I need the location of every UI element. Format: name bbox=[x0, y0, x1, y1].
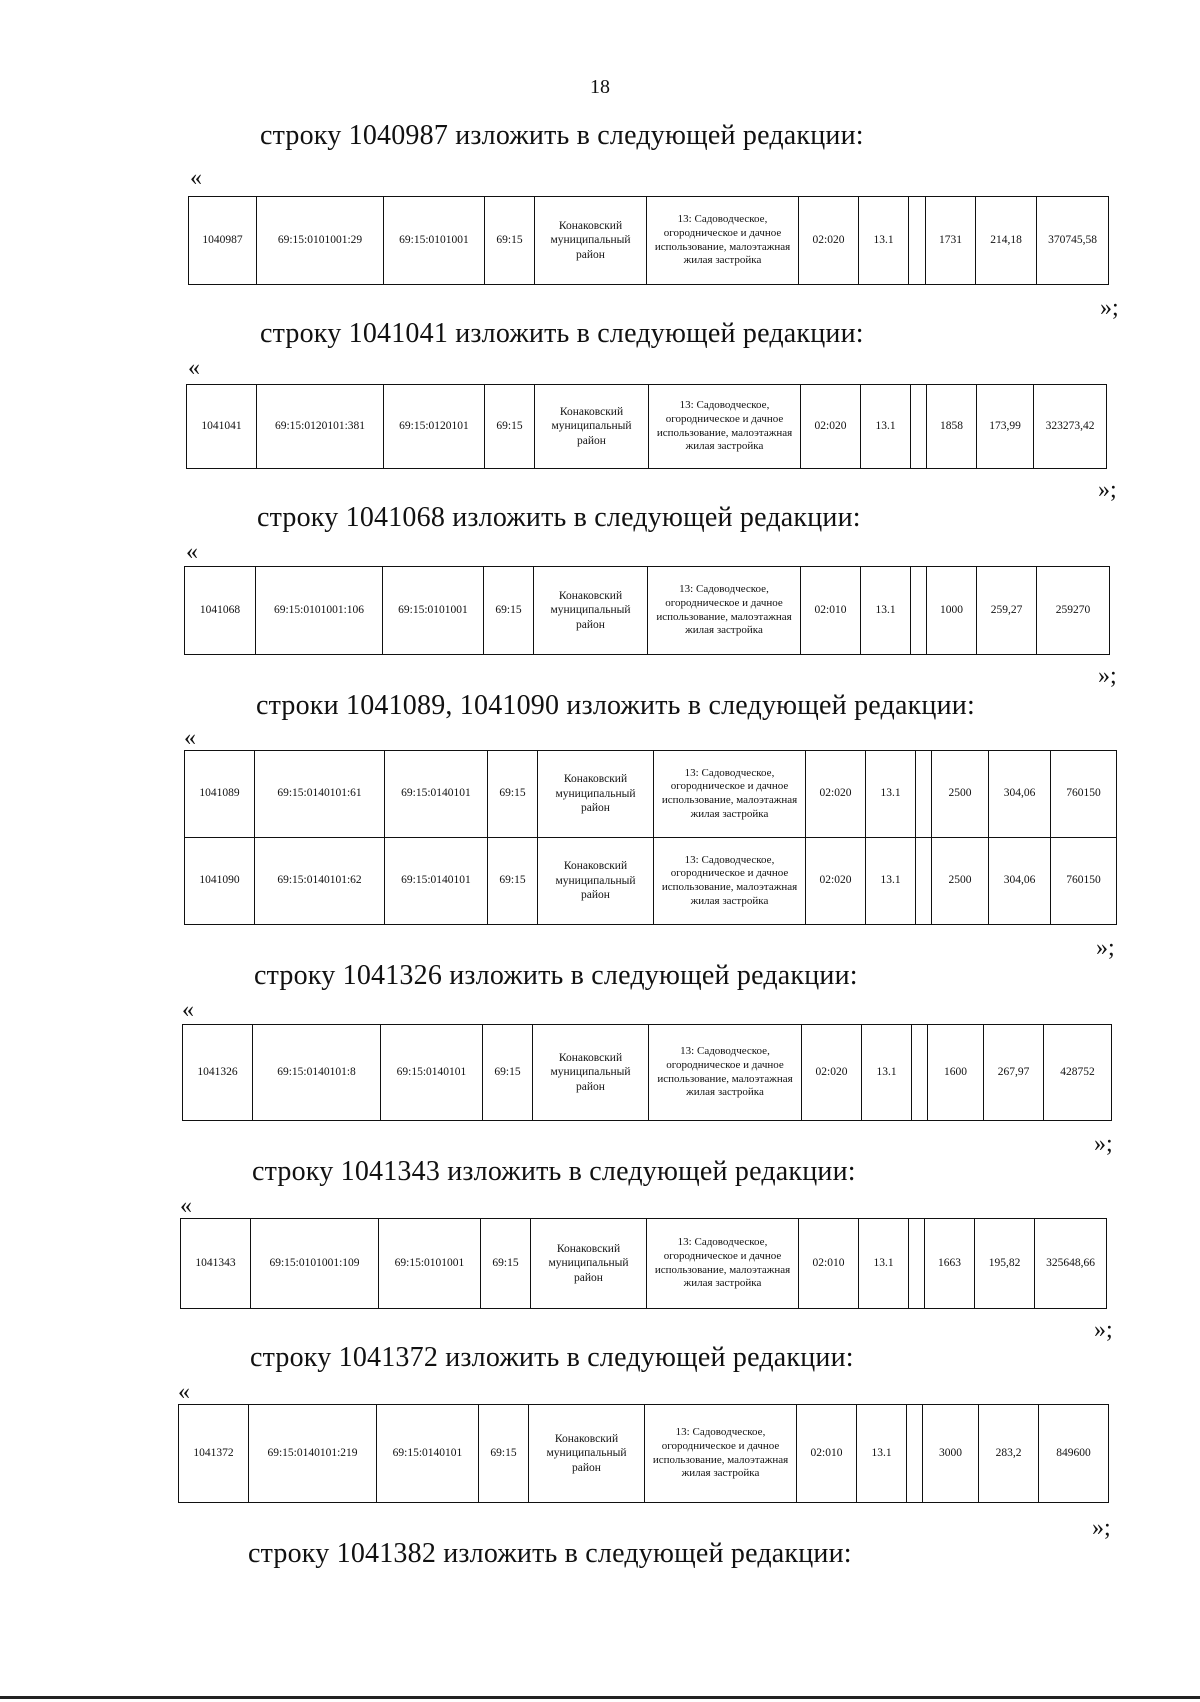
municipality: Конаковский муниципальный район bbox=[531, 1219, 647, 1309]
cadastral-number: 69:15:0101001:106 bbox=[256, 567, 383, 655]
cadastral-value: 323273,42 bbox=[1034, 385, 1107, 469]
specific-value: 267,97 bbox=[984, 1025, 1044, 1121]
cadastral-district: 69:15 bbox=[484, 567, 534, 655]
area: 1663 bbox=[925, 1219, 975, 1309]
group: 13.1 bbox=[857, 1405, 907, 1503]
cadastral-district: 69:15 bbox=[488, 838, 538, 925]
code: 02:020 bbox=[799, 197, 859, 285]
section-heading: строку 1040987 изложить в следующей редакции: bbox=[260, 120, 864, 151]
record-number: 1041372 bbox=[179, 1405, 249, 1503]
section-heading: строки 1041089, 1041090 изложить в следующей редакции: bbox=[256, 690, 975, 721]
table-row bbox=[181, 1219, 1107, 1309]
group: 13.1 bbox=[861, 567, 911, 655]
area: 1731 bbox=[926, 197, 976, 285]
land-use-purpose: 13: Садоводческое, огородническое и дачное использование, малоэтажная жилая застройка bbox=[647, 1219, 799, 1309]
empty-cell bbox=[912, 1025, 928, 1121]
cadastral-quarter: 69:15:0140101 bbox=[385, 751, 488, 838]
record-table bbox=[182, 1024, 1112, 1121]
cadastral-quarter: 69:15:0140101 bbox=[377, 1405, 479, 1503]
close-quote: »; bbox=[1092, 1515, 1111, 1541]
cadastral-number: 69:15:0140101:8 bbox=[253, 1025, 381, 1121]
land-use-purpose: 13: Садоводческое, огородническое и дачное использование, малоэтажная жилая застройка bbox=[645, 1405, 797, 1503]
empty-cell bbox=[916, 751, 932, 838]
land-use-purpose: 13: Садоводческое, огородническое и дачное использование, малоэтажная жилая застройка bbox=[654, 838, 806, 925]
record-table bbox=[180, 1218, 1107, 1309]
code: 02:010 bbox=[801, 567, 861, 655]
cadastral-quarter: 69:15:0140101 bbox=[385, 838, 488, 925]
table-row bbox=[185, 751, 1117, 838]
cadastral-district: 69:15 bbox=[483, 1025, 533, 1121]
area: 2500 bbox=[932, 751, 989, 838]
group: 13.1 bbox=[862, 1025, 912, 1121]
group: 13.1 bbox=[866, 751, 916, 838]
land-use-purpose: 13: Садоводческое, огородническое и дачное использование, малоэтажная жилая застройка bbox=[647, 197, 799, 285]
land-use-purpose: 13: Садоводческое, огородническое и дачное использование, малоэтажная жилая застройка bbox=[649, 385, 801, 469]
record-table bbox=[184, 566, 1110, 655]
cadastral-quarter: 69:15:0120101 bbox=[384, 385, 485, 469]
cadastral-district: 69:15 bbox=[481, 1219, 531, 1309]
empty-cell bbox=[911, 567, 927, 655]
cadastral-value: 259270 bbox=[1037, 567, 1110, 655]
group: 13.1 bbox=[859, 1219, 909, 1309]
record-table bbox=[184, 750, 1117, 925]
empty-cell bbox=[909, 197, 926, 285]
area: 1858 bbox=[927, 385, 977, 469]
cadastral-district: 69:15 bbox=[488, 751, 538, 838]
municipality: Конаковский муниципальный район bbox=[533, 1025, 649, 1121]
table-row bbox=[189, 197, 1109, 285]
scan-edge-rule bbox=[0, 1696, 1200, 1699]
group: 13.1 bbox=[861, 385, 911, 469]
record-number: 1041068 bbox=[185, 567, 256, 655]
land-use-purpose: 13: Садоводческое, огородническое и дачное использование, малоэтажная жилая застройка bbox=[648, 567, 801, 655]
section-heading: строку 1041068 изложить в следующей редакции: bbox=[257, 502, 861, 533]
close-quote: »; bbox=[1094, 1317, 1113, 1343]
area: 2500 bbox=[932, 838, 989, 925]
section-heading: строку 1041382 изложить в следующей редакции: bbox=[248, 1538, 852, 1569]
record-number: 1041326 bbox=[183, 1025, 253, 1121]
cadastral-value: 428752 bbox=[1044, 1025, 1112, 1121]
table-row bbox=[187, 385, 1107, 469]
code: 02:020 bbox=[806, 838, 866, 925]
record-table bbox=[178, 1404, 1109, 1503]
empty-cell bbox=[909, 1219, 925, 1309]
close-quote: »; bbox=[1100, 295, 1119, 321]
record-number: 1041041 bbox=[187, 385, 257, 469]
cadastral-number: 69:15:0120101:381 bbox=[257, 385, 384, 469]
cadastral-number: 69:15:0140101:62 bbox=[255, 838, 385, 925]
code: 02:020 bbox=[801, 385, 861, 469]
close-quote: »; bbox=[1094, 1131, 1113, 1157]
cadastral-value: 370745,58 bbox=[1037, 197, 1109, 285]
open-quote: « bbox=[180, 1193, 192, 1219]
record-number: 1041343 bbox=[181, 1219, 251, 1309]
specific-value: 304,06 bbox=[989, 838, 1051, 925]
specific-value: 173,99 bbox=[977, 385, 1034, 469]
empty-cell bbox=[916, 838, 932, 925]
area: 3000 bbox=[923, 1405, 979, 1503]
empty-cell bbox=[911, 385, 927, 469]
area: 1000 bbox=[927, 567, 977, 655]
record-table bbox=[186, 384, 1107, 469]
cadastral-district: 69:15 bbox=[485, 197, 535, 285]
municipality: Конаковский муниципальный район bbox=[538, 838, 654, 925]
cadastral-value: 760150 bbox=[1051, 838, 1117, 925]
cadastral-quarter: 69:15:0101001 bbox=[383, 567, 484, 655]
page-number: 18 bbox=[590, 76, 610, 98]
code: 02:020 bbox=[802, 1025, 862, 1121]
cadastral-value: 760150 bbox=[1051, 751, 1117, 838]
specific-value: 304,06 bbox=[989, 751, 1051, 838]
land-use-purpose: 13: Садоводческое, огородническое и дачное использование, малоэтажная жилая застройка bbox=[649, 1025, 802, 1121]
specific-value: 195,82 bbox=[975, 1219, 1035, 1309]
cadastral-number: 69:15:0101001:29 bbox=[257, 197, 384, 285]
open-quote: « bbox=[178, 1379, 190, 1405]
municipality: Конаковский муниципальный район bbox=[535, 197, 647, 285]
cadastral-value: 325648,66 bbox=[1035, 1219, 1107, 1309]
record-number: 1041090 bbox=[185, 838, 255, 925]
record-table bbox=[188, 196, 1109, 285]
cadastral-district: 69:15 bbox=[479, 1405, 529, 1503]
municipality: Конаковский муниципальный район bbox=[535, 385, 649, 469]
table-row bbox=[179, 1405, 1109, 1503]
record-number: 1041089 bbox=[185, 751, 255, 838]
empty-cell bbox=[907, 1405, 923, 1503]
cadastral-number: 69:15:0101001:109 bbox=[251, 1219, 379, 1309]
open-quote: « bbox=[188, 355, 200, 381]
close-quote: »; bbox=[1098, 663, 1117, 689]
cadastral-district: 69:15 bbox=[485, 385, 535, 469]
close-quote: »; bbox=[1096, 935, 1115, 961]
municipality: Конаковский муниципальный район bbox=[538, 751, 654, 838]
municipality: Конаковский муниципальный район bbox=[529, 1405, 645, 1503]
cadastral-number: 69:15:0140101:61 bbox=[255, 751, 385, 838]
close-quote: »; bbox=[1098, 477, 1117, 503]
section-heading: строку 1041343 изложить в следующей редакции: bbox=[252, 1156, 856, 1187]
section-heading: строку 1041326 изложить в следующей редакции: bbox=[254, 960, 858, 991]
specific-value: 214,18 bbox=[976, 197, 1037, 285]
area: 1600 bbox=[928, 1025, 984, 1121]
open-quote: « bbox=[182, 997, 194, 1023]
cadastral-quarter: 69:15:0140101 bbox=[381, 1025, 483, 1121]
group: 13.1 bbox=[866, 838, 916, 925]
cadastral-quarter: 69:15:0101001 bbox=[384, 197, 485, 285]
cadastral-value: 849600 bbox=[1039, 1405, 1109, 1503]
specific-value: 283,2 bbox=[979, 1405, 1039, 1503]
table-row bbox=[185, 567, 1110, 655]
table-row bbox=[185, 838, 1117, 925]
group: 13.1 bbox=[859, 197, 909, 285]
land-use-purpose: 13: Садоводческое, огородническое и дачное использование, малоэтажная жилая застройка bbox=[654, 751, 806, 838]
table-row bbox=[183, 1025, 1112, 1121]
open-quote: « bbox=[186, 539, 198, 565]
municipality: Конаковский муниципальный район bbox=[534, 567, 648, 655]
code: 02:020 bbox=[806, 751, 866, 838]
section-heading: строку 1041041 изложить в следующей редакции: bbox=[260, 318, 864, 349]
record-number: 1040987 bbox=[189, 197, 257, 285]
cadastral-quarter: 69:15:0101001 bbox=[379, 1219, 481, 1309]
open-quote: « bbox=[190, 165, 202, 191]
code: 02:010 bbox=[797, 1405, 857, 1503]
open-quote: « bbox=[184, 725, 196, 751]
specific-value: 259,27 bbox=[977, 567, 1037, 655]
cadastral-number: 69:15:0140101:219 bbox=[249, 1405, 377, 1503]
section-heading: строку 1041372 изложить в следующей редакции: bbox=[250, 1342, 854, 1373]
code: 02:010 bbox=[799, 1219, 859, 1309]
